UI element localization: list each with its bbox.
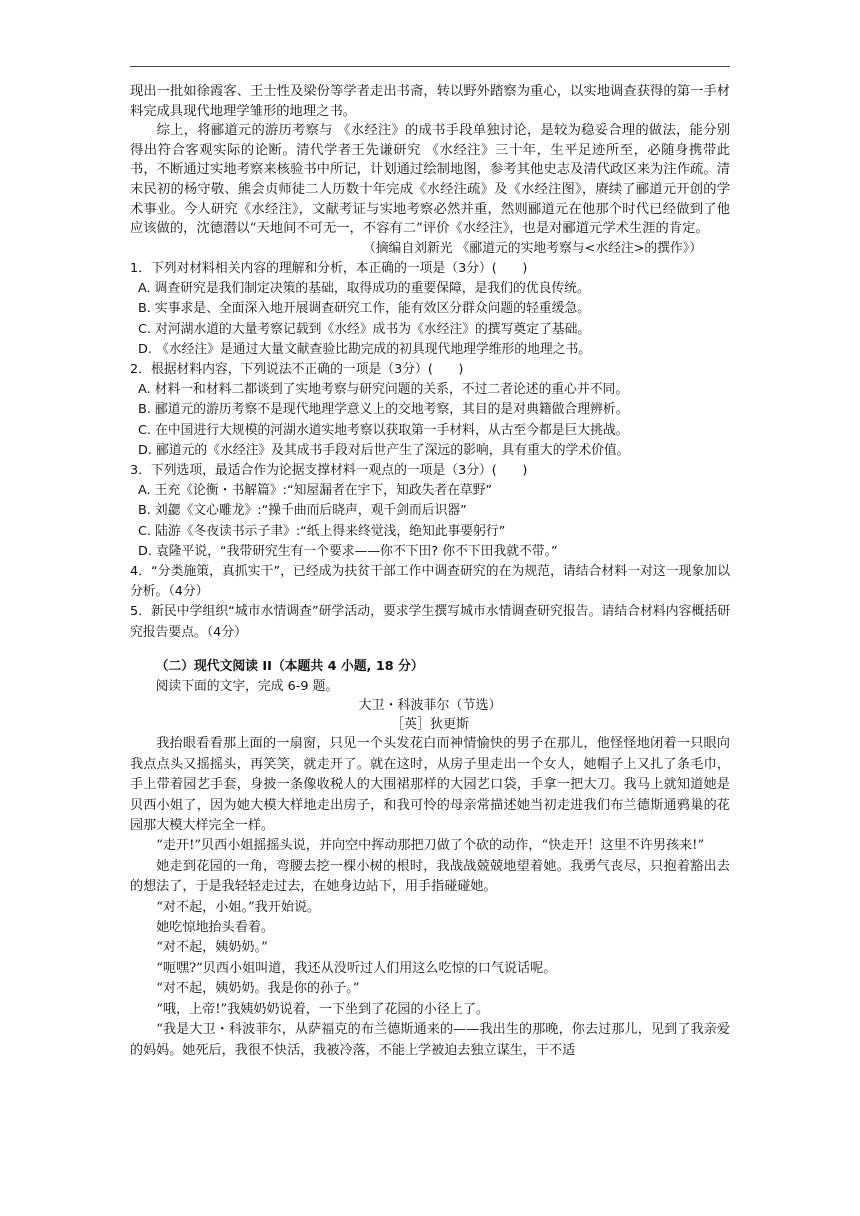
source-citation: （摘编自刘新光 《郦道元的实地考察与<水经注>的撰作》）: [362, 240, 702, 256]
reading-instruction: 阅读下面的文字，完成 6-9 题。: [155, 678, 339, 694]
story-paragraph: “哦，上帝!”我姨奶奶说着，一下坐到了花园的小径上了。: [156, 1001, 490, 1017]
story-paragraph: 她吃惊地抬头看着。: [156, 920, 275, 936]
question-stem: 3．下列选项，最适合作为论据支撑材料一观点的一项是（3分）( ): [130, 462, 528, 478]
story-paragraph: “呃嘿?”贝西小姐叫道，我还从没听过人们用这么吃惊的口气说话呢。: [156, 960, 557, 976]
story-author: ［英］狄更斯: [390, 717, 469, 733]
story-title: 大卫・科波菲尔（节选）: [358, 698, 502, 714]
option-d: D. 袁隆平说，“我带研究生有一个要求——你不下田? 你不下田我就不带。”: [138, 543, 558, 559]
story-paragraph: “走开!”贝西小姐摇摇头说，并向空中挥动那把刀做了个砍的动作，“快走开！这里不许男孩来!”: [156, 838, 705, 854]
question-4: 4．“分类施策，真抓实干”，已经成为扶贫干部工作中调查研究的在为规范，请结合材料一对这一现象加以分析。（4分）: [130, 564, 730, 600]
section-heading: （二）现代文阅读 II（本题共 4 小题, 18 分）: [155, 658, 424, 674]
option-c: C. 对河湖水道的大量考察记载到《水经》成书为《水经注》的撰写奠定了基础。: [138, 321, 591, 337]
option-b: B. 郦道元的游历考察不是现代地理学意义上的交地考察，其目的是对典籍做合理辨析。: [138, 402, 629, 418]
story-paragraph: “我是大卫・科波菲尔，从萨福克的布兰德斯通来的——我出生的那晚，你去过那儿，见到了我亲爱的妈妈。她死后，我很不快活，我被冷落，不能上学被迫去独立谋生，干不适: [130, 1022, 730, 1058]
option-b: B. 实事求是、全面深入地开展调查研究工作，能有效区分群众问题的轻重缓急。: [138, 301, 591, 317]
question-stem: 1．下列对材料相关内容的理解和分析，本正确的一项是（3分）( ): [130, 260, 528, 276]
story-paragraph: “对不起，姨奶奶。”: [156, 940, 268, 956]
story-paragraph: “对不起，小姐。”我开始说。: [156, 899, 321, 915]
question-5: 5．新民中学组织“城市水情调查”研学活动，要求学生撰写城市水情调查研究报告。请结合材料内容概括研究报告要点。（4分）: [130, 604, 730, 640]
document-page: [130, 82, 730, 1061]
question-stem: 2．根据材料内容，下列说法不正确的一项是（3分）( ): [130, 361, 464, 377]
material-summary-paragraph: 综上，将郦道元的游历考察与 《水经注》的成书手段单独讨论，是较为稳妥合理的做法，能分别得出符合客观实际的论断。清代学者王先谦研究 《水经注》三十年，生平足迹所至，必随身携带此书，不断通过实地考察来核验书中所记，计划通过绘制地图，参考其他史志及清代政区来为注作疏。清末民初的杨守敬、熊会贞师徒二人历数十年完成《水经注疏》及《水经注图》，赓续了郦道元开创的学术事业。今人研究《水经注》，文献考证与实地考察必然并重，然则郦道元在他那个时代已经做到了他应该做的，沈德潜以“天地间不可无一，不容有二”评价《水经注》，也是对郦道元学术生涯的肯定。: [130, 123, 730, 237]
option-b: B. 刘勰《文心雕龙》:“操千曲而后晓声，观千剑而后识器”: [138, 503, 467, 519]
option-a: A. 材料一和材料二都谈到了实地考察与研究问题的关系，不过二者论述的重心并不同。: [138, 382, 629, 398]
option-a: A. 调查研究是我们制定决策的基础，取得成功的重要保障，是我们的优良传统。: [138, 281, 590, 297]
option-d: D. 郦道元的《水经注》及其成书手段对后世产生了深远的影响，具有重大的学术价值。: [138, 442, 630, 458]
option-c: C. 在中国进行大规模的河湖水道实地考察以获取第一手材料，从古至今都是巨大挑战。: [138, 422, 629, 438]
option-c: C. 陆游《冬夜读书示子聿》:“纸上得来终觉浅，绝知此事要躬行”: [138, 523, 506, 539]
story-body: [130, 734, 730, 1061]
question-2: [130, 360, 730, 461]
header-rule: [130, 66, 730, 67]
option-a: A. 王充《论衡・书解篇》:“知屋漏者在宇下，知政失者在草野”: [138, 483, 493, 499]
story-paragraph: “对不起，姨奶奶。我是你的孙子。”: [156, 981, 360, 997]
material-paragraph-tail: 现出一批如徐霞客、王士性及梁份等学者走出书斋，转以野外踏察为重心，以实地调查获得的第一手材料完成具现代地理学雏形的地理之书。: [130, 84, 730, 119]
story-paragraph: 我抬眼看看那上面的一扇窗，只见一个头发花白而神情愉快的男子在那儿，他怪怪地闭着一只眼向我点点头又摇摇头，再笑笑，就走开了。就在这时，从房子里走出一个女人，她帽子上又扎了条毛巾，手上带着园艺手套，身披一条像收税人的大围裙那样的大园艺口袋，手拿一把大刀。我马上就知道她是贝西小姐了，因为她大模大样地走出房子，和我可怜的母亲常描述她当初走进我们布兰德斯通鸦巢的花园那大模大样完全一样。: [130, 736, 730, 834]
option-d: D. 《水经注》是通过大量文献查验比勘完成的初具现代地理学维形的地理之书。: [138, 341, 592, 357]
question-1: [130, 259, 730, 360]
question-3: [130, 461, 730, 562]
story-paragraph: 她走到花园的一角，弯腰去挖一棵小树的根时，我战战兢兢地望着她。我勇气丧尽，只抱着豁出去的想法了，于是我轻轻走过去，在她身边站下，用手指碰碰她。: [130, 858, 730, 895]
